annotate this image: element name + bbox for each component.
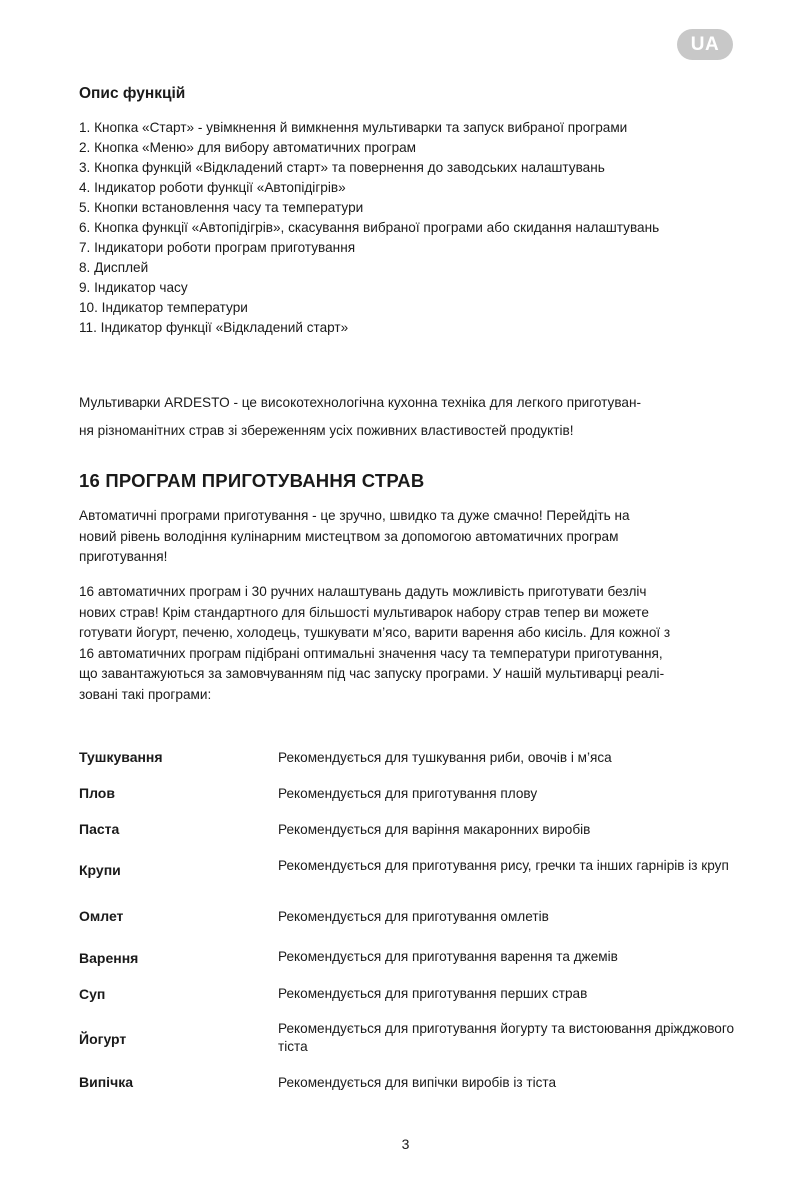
program-name: Йогурт <box>79 1031 127 1047</box>
paragraph-line: нових страв! Крім стандартного для більшості мультиварок набору страв тепер ви можете <box>79 604 649 620</box>
intro-line: ня різноманітних страв зі збереженням усіх поживних властивостей продуктів! <box>79 423 574 438</box>
programs-paragraph-2 <box>79 582 759 705</box>
paragraph-line: 16 автоматичних програм підібрані оптимальні значення часу та температури приготування, <box>79 645 663 661</box>
program-name: Омлет <box>79 908 124 924</box>
paragraph-line: 16 автоматичних програм і 30 ручних налаштувань дадуть можливість приготувати безліч <box>79 584 647 599</box>
program-description: Рекомендується для приготування йогурту та вистоювання дріжджового тіста <box>278 1021 735 1054</box>
paragraph-line: приготування! <box>79 549 168 564</box>
paragraph-line: зовані такі програми: <box>79 686 212 702</box>
function-item: 11. Індикатор функції «Відкладений старт» <box>79 320 349 335</box>
programs-paragraph-1 <box>79 506 759 568</box>
program-name: Паста <box>79 821 120 837</box>
paragraph-line: Автоматичні програми приготування - це зручно, швидко та дуже смачно! Перейдіть на <box>79 508 630 523</box>
intro-line: Мультиварки ARDESTO - це високотехнологічна кухонна техніка для легкого приготуван- <box>79 395 641 410</box>
function-item: 9. Індикатор часу <box>79 280 188 295</box>
paragraph-line: новий рівень володіння кулінарним мистецтвом за допомогою автоматичних програм <box>79 528 619 544</box>
intro-paragraph <box>79 393 759 449</box>
program-name: Варення <box>79 950 139 966</box>
function-item: 2. Кнопка «Меню» для вибору автоматичних програм <box>79 140 417 155</box>
program-description: Рекомендується для приготування перших страв <box>278 986 588 1001</box>
program-name: Тушкування <box>79 749 163 765</box>
function-item: 10. Індикатор температури <box>79 300 248 315</box>
function-item: 1. Кнопка «Старт» - увімкнення й вимкнення мультиварки та запуск вибраної програми <box>79 120 628 135</box>
program-description: Рекомендується для випічки виробів із тіста <box>278 1075 557 1090</box>
paragraph-line: готувати йогурт, печеню, холодець, тушкувати м’ясо, варити варення або кисіль. Для кожної з <box>79 625 671 640</box>
programs-heading: 16 ПРОГРАМ ПРИГОТУВАННЯ СТРАВ <box>79 470 425 491</box>
program-description: Рекомендується для варіння макаронних виробів <box>278 822 591 837</box>
function-item: 3. Кнопка функцій «Відкладений старт» та повернення до заводських налаштувань <box>79 160 605 175</box>
program-name: Суп <box>79 986 106 1002</box>
function-item: 8. Дисплей <box>79 260 149 275</box>
program-description: Рекомендується для приготування омлетів <box>278 909 549 924</box>
function-item: 6. Кнопка функції «Автопідігрів», скасування вибраної програми або скидання налаштувань <box>79 220 660 235</box>
functions-list <box>79 118 659 338</box>
program-description: Рекомендується для приготування варення та джемів <box>278 949 618 964</box>
function-item: 4. Індикатор роботи функції «Автопідігрів» <box>79 180 346 195</box>
page-number: 3 <box>401 1136 410 1152</box>
program-name: Крупи <box>79 862 121 878</box>
program-description: Рекомендується для приготування плову <box>278 786 538 801</box>
program-name: Випічка <box>79 1074 133 1090</box>
program-name: Плов <box>79 785 115 801</box>
function-item: 5. Кнопки встановлення часу та температури <box>79 200 364 215</box>
function-item: 7. Індикатори роботи програм приготування <box>79 240 356 255</box>
language-badge: UA <box>677 29 733 60</box>
program-description: Рекомендується для тушкування риби, овочів і м’яса <box>278 750 612 765</box>
paragraph-line: що завантажуються за замовчуванням під час запуску програми. У нашій мультиварці реалі- <box>79 666 665 681</box>
functions-title: Опис функцій <box>79 85 186 102</box>
program-description: Рекомендується для приготування рису, гречки та інших гарнірів із круп <box>278 858 729 873</box>
